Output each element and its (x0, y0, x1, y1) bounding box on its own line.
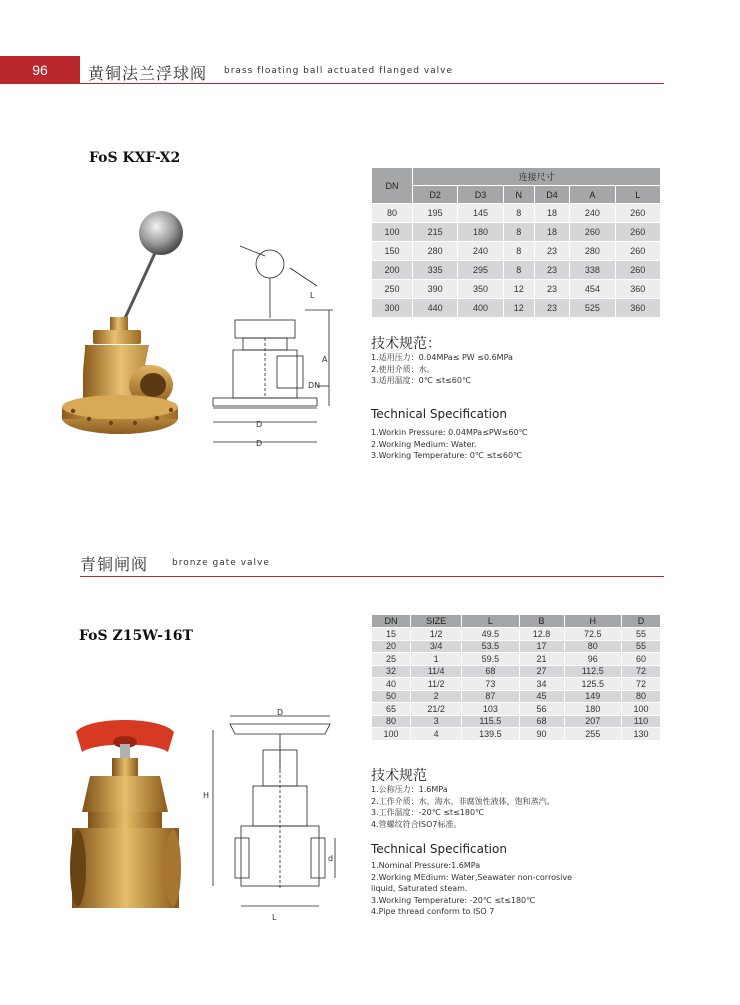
table-cell: 260 (615, 261, 660, 280)
page-number: 96 (32, 62, 48, 78)
table-cell: 255 (564, 728, 621, 741)
table-cell: 72 (621, 665, 660, 678)
drawing-label-d2: D (256, 439, 263, 448)
table-cell: 149 (564, 690, 621, 703)
section2-spec-cn-lines (371, 784, 555, 830)
spec-line: 2.Working Medium: Water. (371, 439, 477, 449)
table-cell: 200 (372, 261, 413, 280)
table-cell: 73 (462, 678, 519, 691)
table-row (372, 223, 661, 242)
table-cell: 23 (534, 242, 569, 261)
table-cell: 150 (372, 242, 413, 261)
float-valve-photo (55, 205, 190, 455)
table-cell: 2 (411, 690, 462, 703)
drawing2-label-l: L (272, 913, 277, 922)
table-cell: 72.5 (564, 628, 621, 641)
table-cell: 260 (615, 242, 660, 261)
column-header: N (503, 186, 534, 204)
gate-valve-photo (68, 712, 183, 918)
table-cell: 280 (413, 242, 458, 261)
section2-model: FoS Z15W-16T (79, 628, 193, 644)
table-cell: 4 (411, 728, 462, 741)
table-cell: 1 (411, 653, 462, 666)
table-cell: 55 (621, 640, 660, 653)
table-cell: 45 (519, 690, 564, 703)
spec-line: 1.公称压力：1.6MPa (371, 785, 448, 794)
section2-title-en: bronze gate valve (172, 558, 270, 568)
section1-title-en: brass floating ball actuated flanged valve (224, 66, 454, 76)
table-cell: 23 (534, 280, 569, 299)
table-cell: 18 (534, 204, 569, 223)
section1-spec-cn-heading: 技术规范： (371, 336, 441, 352)
spec-line: 4.管螺纹符合ISO7标准。 (371, 819, 462, 829)
table-cell: 195 (413, 204, 458, 223)
table-cell: 260 (570, 223, 615, 242)
table-cell: 60 (621, 653, 660, 666)
table-cell: 260 (615, 223, 660, 242)
table-cell: 80 (372, 204, 413, 223)
table-cell: 23 (534, 299, 569, 318)
table-cell: 215 (413, 223, 458, 242)
section1-spec-table (371, 167, 661, 318)
table-cell: 50 (372, 690, 411, 703)
table-cell: 100 (372, 728, 411, 741)
table-row (372, 728, 661, 741)
spec-line: 3.Working Temperature: -20℃ ≤t≤180℃ (371, 895, 536, 905)
section2-title-cn: 青铜闸阀 (80, 555, 149, 574)
section1-spec-en-heading: Technical Specification (371, 407, 507, 421)
spec-line: 1.适用压力：0.04MPa≤ PW ≤0.6MPa (371, 353, 513, 362)
column-header: A (570, 186, 615, 204)
column-header: D4 (534, 186, 569, 204)
table-cell: 12 (503, 280, 534, 299)
table-cell: 280 (570, 242, 615, 261)
table-cell: 390 (413, 280, 458, 299)
table-cell: 100 (621, 703, 660, 716)
table-cell: 240 (458, 242, 503, 261)
table-cell: 145 (458, 204, 503, 223)
table-cell: 110 (621, 715, 660, 728)
table-cell: 55 (621, 628, 660, 641)
table-cell: 1/2 (411, 628, 462, 641)
table-row (372, 703, 661, 716)
spec-line: 1.Nominal Pressure:1.6MPa (371, 861, 481, 870)
table-cell: 525 (570, 299, 615, 318)
section1-title-cn: 黄铜法兰浮球阀 (88, 64, 208, 83)
table-cell: 80 (372, 715, 411, 728)
table-cell: 25 (372, 653, 411, 666)
column-header: D3 (458, 186, 503, 204)
table-cell: 21/2 (411, 703, 462, 716)
table-cell: 11/4 (411, 665, 462, 678)
table-cell: 80 (564, 640, 621, 653)
spec-line: 2.工作介质：水，海水，非腐蚀性液体，饱和蒸汽。 (371, 796, 555, 806)
table-cell: 454 (570, 280, 615, 299)
drawing2-label-d: D (277, 708, 284, 717)
dn-header: DN (372, 168, 413, 204)
table-row (372, 665, 661, 678)
spec-line: 3.Working Temperature: 0℃ ≤t≤60℃ (371, 451, 523, 460)
column-header: DN (372, 615, 411, 628)
table-cell: 53.5 (462, 640, 519, 653)
table-cell: 68 (462, 665, 519, 678)
column-header: H (564, 615, 621, 628)
table-cell: 300 (372, 299, 413, 318)
column-header: D (621, 615, 660, 628)
spec-line: liquid, Saturated steam. (371, 884, 468, 893)
drawing-label-l: L (310, 291, 315, 300)
table-cell: 3 (411, 715, 462, 728)
table-cell: 240 (570, 204, 615, 223)
table-cell: 103 (462, 703, 519, 716)
table-cell: 8 (503, 261, 534, 280)
table-cell: 49.5 (462, 628, 519, 641)
table-cell: 180 (458, 223, 503, 242)
table-cell: 40 (372, 678, 411, 691)
gate-valve-drawing (205, 710, 345, 925)
table-row (372, 653, 661, 666)
drawing2-label-dd: d (328, 854, 334, 863)
table-cell: 23 (534, 261, 569, 280)
section1-spec-cn-lines (371, 352, 513, 387)
column-header: SIZE (411, 615, 462, 628)
drawing-label-dn: DN (308, 381, 321, 390)
table-row (372, 640, 661, 653)
section2-spec-cn-heading: 技术规范 (371, 768, 427, 784)
section2-spec-table (371, 614, 661, 741)
table-cell: 12 (503, 299, 534, 318)
table-cell: 21 (519, 653, 564, 666)
table-cell: 8 (503, 223, 534, 242)
table-cell: 115.5 (462, 715, 519, 728)
table-cell: 360 (615, 299, 660, 318)
table-cell: 139.5 (462, 728, 519, 741)
drawing2-label-h: H (203, 791, 210, 800)
table-cell: 68 (519, 715, 564, 728)
column-header: B (519, 615, 564, 628)
table-cell: 65 (372, 703, 411, 716)
spec-line: 2.使用介质：水。 (371, 364, 435, 374)
table-cell: 15 (372, 628, 411, 641)
table-cell: 295 (458, 261, 503, 280)
table-row (372, 678, 661, 691)
table-row (372, 299, 661, 318)
table-cell: 20 (372, 640, 411, 653)
section2-spec-en-heading: Technical Specification (371, 842, 507, 856)
table-cell: 87 (462, 690, 519, 703)
table-cell: 207 (564, 715, 621, 728)
column-header: L (615, 186, 660, 204)
table-cell: 12.8 (519, 628, 564, 641)
table-cell: 335 (413, 261, 458, 280)
column-header: D2 (413, 186, 458, 204)
table-cell: 400 (458, 299, 503, 318)
group-header: 连接尺寸 (413, 168, 661, 186)
drawing-label-a: A (322, 355, 328, 364)
section2-spec-en-lines (371, 860, 572, 918)
table-row (372, 204, 661, 223)
table-cell: 112.5 (564, 665, 621, 678)
column-header: L (462, 615, 519, 628)
spec-line: 3.适用温度：0℃ ≤t≤60℃ (371, 376, 471, 385)
table-cell: 8 (503, 204, 534, 223)
table-cell: 100 (372, 223, 413, 242)
spec-line: 3.工作温度：-20℃ ≤t≤180℃ (371, 808, 485, 817)
table-cell: 250 (372, 280, 413, 299)
section1-model: FoS KXF-X2 (89, 150, 181, 166)
table-cell: 8 (503, 242, 534, 261)
table-cell: 350 (458, 280, 503, 299)
table-row (372, 242, 661, 261)
table-cell: 260 (615, 204, 660, 223)
table-cell: 180 (564, 703, 621, 716)
table-cell: 18 (534, 223, 569, 242)
table-cell: 56 (519, 703, 564, 716)
spec-line: 2.Working MEdium: Water,Seawater non-corrosive (371, 872, 573, 882)
spec-line: 4.Pipe thread conform to ISO 7 (371, 907, 495, 916)
table-cell: 17 (519, 640, 564, 653)
table-cell: 72 (621, 678, 660, 691)
table-cell: 27 (519, 665, 564, 678)
table-row (372, 690, 661, 703)
table-cell: 11/2 (411, 678, 462, 691)
table-row (372, 261, 661, 280)
table-cell: 96 (564, 653, 621, 666)
table-cell: 90 (519, 728, 564, 741)
table-cell: 34 (519, 678, 564, 691)
table-cell: 125.5 (564, 678, 621, 691)
table-cell: 3/4 (411, 640, 462, 653)
spec-line: 1.Workin Pressure: 0.04MPa≤PW≤60℃ (371, 428, 528, 437)
table-cell: 360 (615, 280, 660, 299)
drawing-label-d: D (256, 420, 263, 429)
table-cell: 32 (372, 665, 411, 678)
table-row (372, 715, 661, 728)
section2-rule (80, 576, 664, 577)
table-cell: 59.5 (462, 653, 519, 666)
float-valve-drawing (205, 238, 345, 453)
section1-spec-en-lines (371, 427, 528, 462)
table-cell: 80 (621, 690, 660, 703)
table-cell: 440 (413, 299, 458, 318)
table-row (372, 628, 661, 641)
table-row (372, 280, 661, 299)
table-cell: 130 (621, 728, 660, 741)
table-cell: 338 (570, 261, 615, 280)
